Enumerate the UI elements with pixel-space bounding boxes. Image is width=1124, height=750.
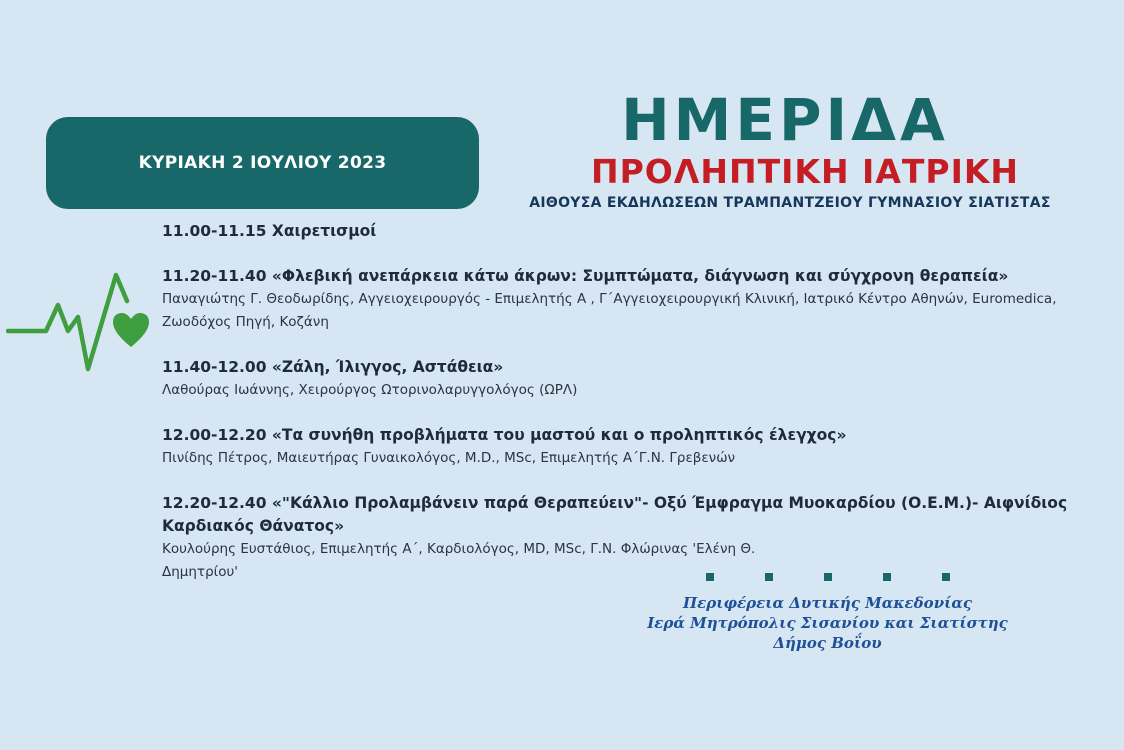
divider-dot [942,573,950,581]
heart-icon [113,313,149,347]
venue: ΑΙΘΟΥΣΑ ΕΚΔΗΛΩΣΕΩΝ ΤΡΑΜΠΑΝΤΖΕΙΟΥ ΓΥΜΝΑΣΙΟΥ ΣΙΑΤΙΣΤΑΣ [529,195,1051,211]
page-subtitle: ΠΡΟΛΗΠΤΙΚΗ ΙΑΤΡΙΚΗ [590,152,1020,191]
list-item [162,356,1097,402]
heartbeat-icon [6,265,154,375]
session-title: 11.20-11.40 «Φλεβική ανεπάρκεια κάτω άκρων: Συμπτώματα, διάγνωση και σύγχρονη θεραπεία» [162,267,1009,285]
event-date: ΚΥΡΙΑΚΗ 2 ΙΟΥΛΙΟΥ 2023 [138,153,387,173]
list-item [162,492,1097,584]
divider-dot [765,573,773,581]
session-title: 12.00-12.20 «Τα συνήθη προβλήματα του μαστού και ο προληπτικός έλεγχος» [162,426,847,444]
divider-dot [883,573,891,581]
list-item [162,220,1097,243]
organizer-name: Ιερά Μητρόπολις Σισανίου και Σιατίστης [647,614,1008,632]
session-speaker: Πινίδης Πέτρος, Μαιευτήρας Γυναικολόγος, M.D., MSc, Επιμελητής Α΄Γ.Ν. Γρεβενών [162,450,736,466]
divider-dots [706,573,950,581]
session-speaker: Κουλούρης Ευστάθιος, Επιμελητής Α΄, Καρδιολόγος, MD, MSc, Γ.Ν. Φλώρινας 'Ελένη Θ. Δημητρίου' [162,541,756,580]
session-title: 12.20-12.40 «"Κάλλιο Προλαμβάνειν παρά Θεραπεύειν"- Οξύ Έμφραγμα Μυοκαρδίου (Ο.Ε.Μ.)- Αιφνίδιος Καρδιακός Θάνατος» [162,494,1068,535]
session-title: 11.40-12.00 «Ζάλη, Ίλιγγος, Αστάθεια» [162,358,504,376]
organizers [640,593,1015,653]
session-title: 11.00-11.15 Χαιρετισμοί [162,222,377,240]
list-item [162,424,1097,470]
organizer-name: Περιφέρεια Δυτικής Μακεδονίας [682,594,973,612]
date-badge [46,117,479,209]
organizer-name: Δήμος Βοΐου [773,634,882,652]
list-item [162,265,1097,334]
divider-dot [706,573,714,581]
program-list [162,220,1097,606]
session-speaker: Παναγιώτης Γ. Θεοδωρίδης, Αγγειοχειρουργός - Επιμελητής Α , Γ΄Αγγειοχειρουργική Κλινική, Ιατρικό Κέντρο Αθηνών, Euromedica, Ζωοδόχος Πηγή, Κοζάνη [162,291,1057,330]
session-speaker: Λαθούρας Ιωάννης, Χειρούργος Ωτορινολαρυγγολόγος (ΩΡΛ) [162,382,578,398]
page-title: ΗΜΕΡΙΔΑ [621,86,949,154]
divider-dot [824,573,832,581]
